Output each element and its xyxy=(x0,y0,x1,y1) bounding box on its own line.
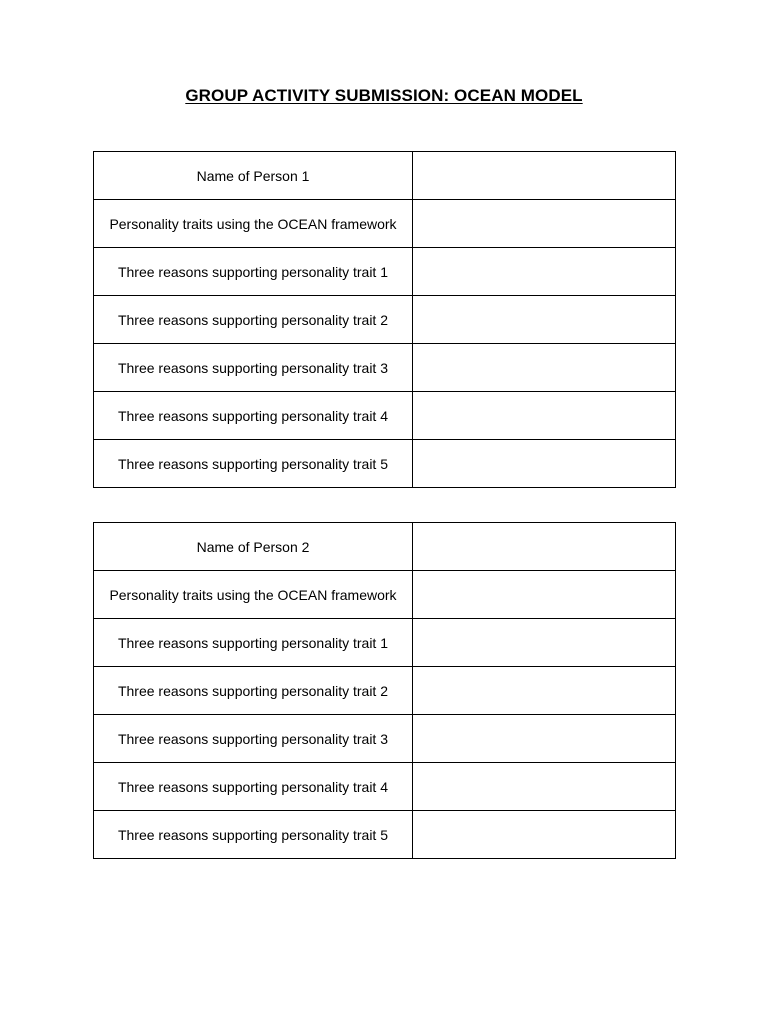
person-1-trait-4-reasons-field[interactable] xyxy=(413,392,676,440)
table-row-trait-2 xyxy=(94,296,676,344)
person-1-trait-5-reasons-field[interactable] xyxy=(413,440,676,488)
person-1-trait-2-reasons-field[interactable] xyxy=(413,296,676,344)
row-label: Three reasons supporting personality trait 3 xyxy=(94,344,413,392)
table-row-traits xyxy=(94,571,676,619)
table-row-name xyxy=(94,152,676,200)
person-2-trait-5-reasons-field[interactable] xyxy=(413,811,676,859)
table-row-trait-3 xyxy=(94,344,676,392)
person-2-trait-2-reasons-field[interactable] xyxy=(413,667,676,715)
table-row-trait-4 xyxy=(94,392,676,440)
person-2-trait-1-reasons-field[interactable] xyxy=(413,619,676,667)
row-label: Personality traits using the OCEAN framework xyxy=(94,571,413,619)
row-label: Three reasons supporting personality trait 3 xyxy=(94,715,413,763)
table-row-trait-1 xyxy=(94,619,676,667)
person-2-trait-4-reasons-field[interactable] xyxy=(413,763,676,811)
person-1-trait-1-reasons-field[interactable] xyxy=(413,248,676,296)
person-2-table xyxy=(93,522,676,859)
row-label: Three reasons supporting personality trait 4 xyxy=(94,763,413,811)
table-row-trait-2 xyxy=(94,667,676,715)
row-label: Three reasons supporting personality trait 2 xyxy=(94,296,413,344)
table-row-trait-4 xyxy=(94,763,676,811)
page-title: GROUP ACTIVITY SUBMISSION: OCEAN MODEL xyxy=(185,86,583,105)
person-1-name-field[interactable] xyxy=(413,152,676,200)
person-2-name-field[interactable] xyxy=(413,523,676,571)
row-label: Three reasons supporting personality trait 5 xyxy=(94,440,413,488)
person-2-traits-field[interactable] xyxy=(413,571,676,619)
table-row-trait-5 xyxy=(94,440,676,488)
table-row-name xyxy=(94,523,676,571)
person-1-trait-3-reasons-field[interactable] xyxy=(413,344,676,392)
person-1-traits-field[interactable] xyxy=(413,200,676,248)
table-row-trait-1 xyxy=(94,248,676,296)
row-label: Name of Person 2 xyxy=(94,523,413,571)
person-2-trait-3-reasons-field[interactable] xyxy=(413,715,676,763)
row-label: Three reasons supporting personality trait 1 xyxy=(94,619,413,667)
row-label: Personality traits using the OCEAN framework xyxy=(94,200,413,248)
row-label: Name of Person 1 xyxy=(94,152,413,200)
row-label: Three reasons supporting personality trait 2 xyxy=(94,667,413,715)
table-row-trait-3 xyxy=(94,715,676,763)
table-row-traits xyxy=(94,200,676,248)
table-row-trait-5 xyxy=(94,811,676,859)
person-1-table xyxy=(93,151,676,488)
row-label: Three reasons supporting personality trait 4 xyxy=(94,392,413,440)
row-label: Three reasons supporting personality trait 1 xyxy=(94,248,413,296)
row-label: Three reasons supporting personality trait 5 xyxy=(94,811,413,859)
